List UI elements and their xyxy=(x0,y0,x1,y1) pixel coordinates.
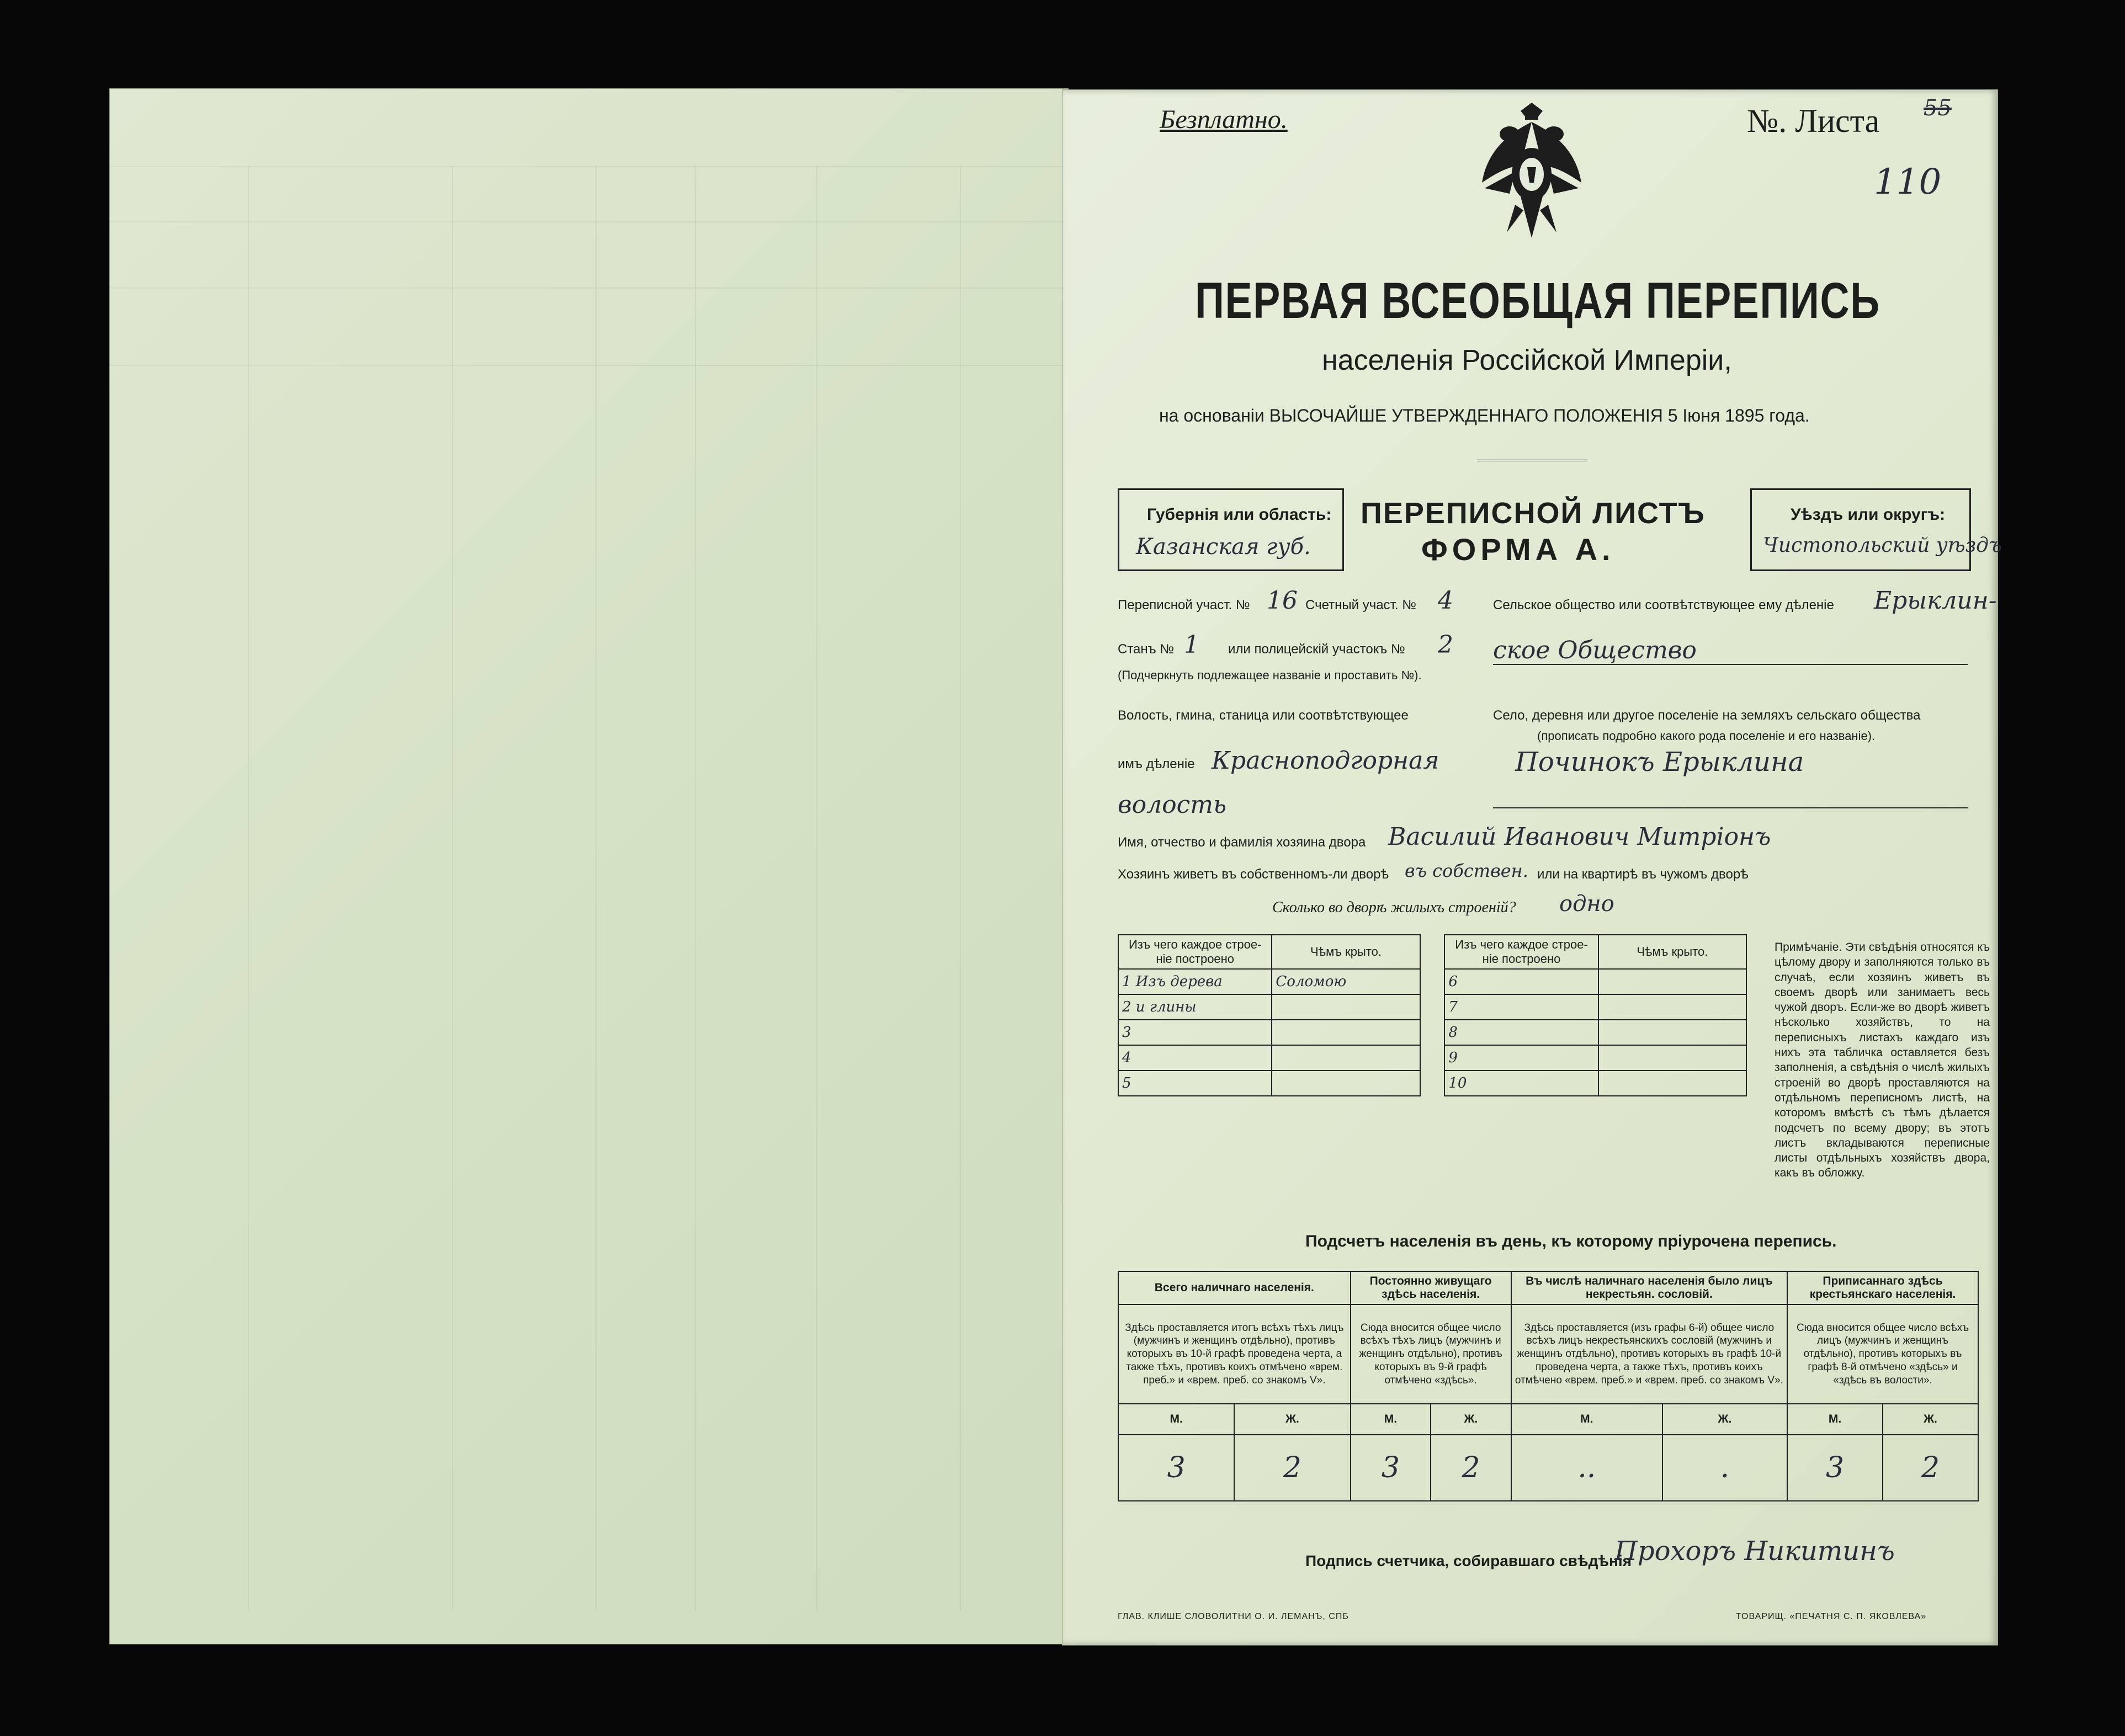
tally-male-label: М. xyxy=(1511,1404,1662,1435)
buildings-row xyxy=(1118,994,1746,1020)
sheet-number-label: №. Листа xyxy=(1747,103,1880,139)
main-title: ПЕРВАЯ ВСЕОБЩАЯ ПЕРЕПИСЬ xyxy=(1195,273,1880,329)
building-material: 4 xyxy=(1118,1045,1272,1071)
tally-male-count: 3 xyxy=(1351,1435,1431,1501)
free-label: Безплатно. xyxy=(1160,105,1288,134)
tally-female-count: . xyxy=(1662,1435,1787,1501)
owner-lives-label2: или на квартирѣ въ чужомъ дворѣ xyxy=(1537,867,1749,882)
counting-district-label: Счетный участ. № xyxy=(1305,598,1416,613)
rural-society-value-1: Ерыклин- xyxy=(1874,587,1997,615)
building-material: 6 xyxy=(1444,969,1598,994)
ornament-divider xyxy=(1476,460,1587,461)
buildings-col-material: Изъ чего каждое строе-ніе построено xyxy=(1444,935,1598,969)
building-material: 1 Изъ дерева xyxy=(1118,969,1272,994)
uezd-value: Чистопольский уѣздъ xyxy=(1763,534,2002,557)
tally-male-label: М. xyxy=(1118,1404,1234,1435)
buildings-row xyxy=(1118,1071,1746,1096)
building-roof xyxy=(1598,994,1746,1020)
tally-male-label: М. xyxy=(1351,1404,1431,1435)
building-material: 2 и глины xyxy=(1118,994,1272,1020)
building-material: 3 xyxy=(1118,1020,1272,1045)
census-district-label: Переписной участ. № xyxy=(1118,598,1250,613)
building-roof xyxy=(1598,1071,1746,1096)
note-text: Примѣчаніе. Эти свѣдѣнія относятся къ цѣлому двору и заполняются только въ случаѣ, если хозяинъ живетъ въ своемъ дворѣ или занимаетъ весь чужой дворъ. Если-же во дворѣ живетъ нѣсколько хозяйствъ, то на переписныхъ листахъ каждаго изъ нихъ эта табличка оставляется безъ заполненія, а свѣдѣнія о числѣ жилыхъ строеній во дворѣ проставляются на отдѣльномъ переписномъ листѣ, на которомъ вмѣстѣ съ тѣмъ дѣлается подсчетъ по всему двору; въ этотъ листъ вкладываются переписные листы отдѣльныхъ хозяйствъ двора, какъ въ обложку. xyxy=(1775,941,1990,1180)
tally-title: Подсчетъ населенія въ день, къ которому пріурочена перепись. xyxy=(1305,1232,1837,1250)
counting-district-value: 4 xyxy=(1438,587,1453,615)
signature-value: Прохоръ Никитинъ xyxy=(1614,1536,1895,1567)
uezd-box xyxy=(1750,488,2002,571)
tally-column-header: Всего наличнаго населенія. xyxy=(1118,1271,1351,1304)
spacer xyxy=(1420,969,1445,994)
census-district-value: 16 xyxy=(1267,587,1298,615)
spacer xyxy=(1420,994,1445,1020)
village-label: Село, деревня или другое поселеніе на земляхъ сельскаго общества xyxy=(1493,708,1921,723)
tally-female-count: 2 xyxy=(1234,1435,1350,1501)
form-title-line2: ФОРМА А. xyxy=(1421,532,1615,567)
building-roof xyxy=(1598,1020,1746,1045)
subtitle: населенія Россійской Имперіи, xyxy=(1322,344,1732,376)
signature-label: Подпись счетчика, собиравшаго свѣдѣнія xyxy=(1305,1552,1632,1569)
building-material: 8 xyxy=(1444,1020,1598,1045)
building-roof: Соломою xyxy=(1272,969,1420,994)
rural-society-label: Сельское общество или соотвѣтствующее ему дѣленіе xyxy=(1493,598,1834,613)
village-value: Починокъ Ерыклина xyxy=(1515,747,1804,778)
sheet-number-corrected: 110 xyxy=(1874,162,1942,203)
village-line xyxy=(1493,807,1968,808)
tally-column-header: Приписаннаго здѣсь крестьянскаго населенія. xyxy=(1787,1271,1978,1304)
building-material: 5 xyxy=(1118,1071,1272,1096)
underline-note: (Подчеркнуть подлежащее названіе и проставить №). xyxy=(1118,668,1422,682)
tally-female-label: Ж. xyxy=(1431,1404,1511,1435)
owner-lives-value: въ собствен. xyxy=(1405,860,1528,881)
buildings-col-roof: Чѣмъ крыто. xyxy=(1598,935,1746,969)
spacer xyxy=(1420,1045,1445,1071)
volost-value-1: Красноподгорная xyxy=(1212,747,1439,775)
owner-value: Василий Иванович Митрiонъ xyxy=(1388,823,1771,851)
building-roof xyxy=(1272,994,1420,1020)
tally-table xyxy=(1118,1271,1979,1501)
volost-label2: имъ дѣленіе xyxy=(1118,757,1195,771)
printer-left: ГЛАВ. КЛИШЕ СЛОВОЛИТНИ О. И. ЛЕМАНЪ, СПБ xyxy=(1118,1612,1349,1621)
tally-column-description: Здѣсь проставляется (изъ графы 6-й) общее число всѣхъ лицъ некрестьянскихъ сословій (мужчинъ и женщинъ отдѣльно), противъ которыхъ въ графѣ 10-й проведена черта, а также тѣхъ, противъ коихъ отмѣчено «врем. преб.» и «врем. преб. со знакомъ V». xyxy=(1511,1304,1787,1404)
buildings-col-roof: Чѣмъ крыто. xyxy=(1272,935,1420,969)
tally-column-header: Въ числѣ наличнаго населенія было лицъ некрестьян. сословій. xyxy=(1511,1271,1787,1304)
rural-society-value-2: ское Общество xyxy=(1493,636,1697,664)
police-value: 2 xyxy=(1438,631,1453,659)
tally-female-count: 2 xyxy=(1883,1435,1978,1501)
building-material: 10 xyxy=(1444,1071,1598,1096)
tally-column-header: Постоянно живущаго здѣсь населенія. xyxy=(1351,1271,1511,1304)
buildings-table xyxy=(1118,934,1747,1096)
buildings-row xyxy=(1118,1020,1746,1045)
stan-value: 1 xyxy=(1184,631,1199,659)
building-roof xyxy=(1598,969,1746,994)
gubernia-box xyxy=(1118,488,1344,571)
stan-label: Станъ № xyxy=(1118,642,1175,657)
spacer xyxy=(1420,1071,1445,1096)
building-roof xyxy=(1272,1020,1420,1045)
tally-female-label: Ж. xyxy=(1662,1404,1787,1435)
left-page-blank xyxy=(109,88,1069,1644)
imperial-eagle-emblem xyxy=(1476,100,1587,249)
building-roof xyxy=(1272,1071,1420,1096)
buildings-question: Сколько во дворѣ жилыхъ строеній? xyxy=(1272,899,1516,916)
tally-column-description: Сюда вносится общее число всѣхъ лицъ (мужчинъ и женщинъ отдѣльно), противъ которыхъ въ графѣ 8-й отмѣчено «здѣсь» и «здѣсь въ волости». xyxy=(1787,1304,1978,1404)
legal-basis: на основаніи ВЫСОЧАЙШЕ УТВЕРЖДЕННАГО ПОЛОЖЕНІЯ 5 Іюня 1895 года. xyxy=(1159,406,1810,425)
tally-female-label: Ж. xyxy=(1883,1404,1978,1435)
gubernia-value: Казанская губ. xyxy=(1136,534,1311,560)
tally-male-count: 3 xyxy=(1787,1435,1883,1501)
uezd-label: Уѣздъ или округъ: xyxy=(1791,505,1946,524)
building-roof xyxy=(1272,1045,1420,1071)
building-material: 9 xyxy=(1444,1045,1598,1071)
owner-lives-label: Хозяинъ живетъ въ собственномъ-ли дворѣ xyxy=(1118,867,1389,882)
buildings-row xyxy=(1118,969,1746,994)
buildings-value: одно xyxy=(1559,891,1614,917)
village-note: (прописать подробно какого рода поселеніе и его названіе). xyxy=(1537,729,1876,743)
building-roof xyxy=(1598,1045,1746,1071)
census-form-page xyxy=(1062,89,2002,1646)
tally-male-count: 3 xyxy=(1118,1435,1234,1501)
building-material: 7 xyxy=(1444,994,1598,1020)
volost-value-2: волость xyxy=(1118,791,1226,819)
printer-right: ТОВАРИЩ. «ПЕЧАТНЯ С. П. ЯКОВЛЕВА» xyxy=(1736,1612,1927,1621)
buildings-col-material: Изъ чего каждое строе-ніе построено xyxy=(1118,935,1272,969)
tally-column-description: Сюда вносится общее число всѣхъ тѣхъ лицъ (мужчинъ и женщинъ отдѣльно), противъ которыхъ въ 9-й графѣ отмѣчено «здѣсь». xyxy=(1351,1304,1511,1404)
volost-label: Волость, гмина, станица или соотвѣтствующее xyxy=(1118,708,1409,723)
tally-male-count: .. xyxy=(1511,1435,1662,1501)
sheet-number-value: 55 xyxy=(1924,95,1952,121)
tally-female-count: 2 xyxy=(1431,1435,1511,1501)
spacer xyxy=(1420,1020,1445,1045)
rural-society-line xyxy=(1493,664,1968,665)
tally-male-label: М. xyxy=(1787,1404,1883,1435)
buildings-row xyxy=(1118,1045,1746,1071)
form-title-line1: ПЕРЕПИСНОЙ ЛИСТЪ xyxy=(1361,497,1706,530)
police-label: или полицейскій участокъ № xyxy=(1228,642,1405,657)
owner-label: Имя, отчество и фамилія хозяина двора xyxy=(1118,835,1366,850)
tally-column-description: Здѣсь проставляется итогъ всѣхъ тѣхъ лицъ (мужчинъ и женщинъ отдѣльно), противъ которыхъ въ 10-й графѣ проведена черта, а также тѣхъ, противъ коихъ отмѣчено «врем. преб.» и «врем. преб. со знакомъ V». xyxy=(1118,1304,1351,1404)
tally-female-label: Ж. xyxy=(1234,1404,1350,1435)
gubernia-label: Губернія или область: xyxy=(1147,505,1332,524)
